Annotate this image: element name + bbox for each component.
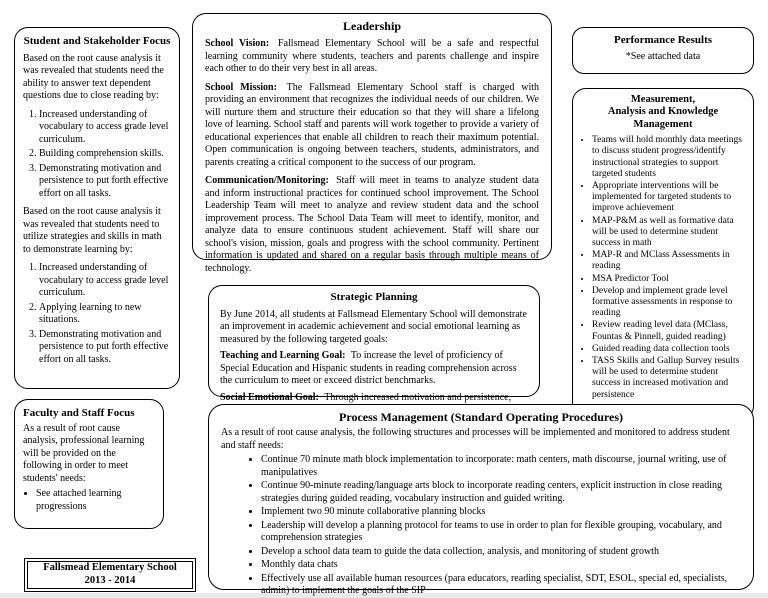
bullet-item: • TASS Skills and Gallup Survey results will be used to determine student success in increased motivation and persistence: [592, 356, 747, 401]
school-years: 2013 - 2014: [84, 575, 136, 586]
measurement-bullet-list: [579, 135, 747, 401]
teaching-learning-goal: [220, 350, 528, 388]
student-stakeholder-focus-box: [14, 27, 180, 389]
list-item: 3. Demonstrating motivation and persistence to put forth effective effort on all tasks.: [39, 329, 171, 367]
goal-label: Social Emotional Goal:: [220, 391, 319, 403]
list-item: 1. Increased understanding of vocabulary to access grade level curriculum.: [39, 262, 171, 300]
bullet-item: • Monthly data chats: [261, 559, 741, 572]
paragraph-text: Fallsmead Elementary School will be a safe and respectful learning community where students, teachers and parents challenge and inspire each other to do their very best in all areas.: [205, 38, 539, 74]
faculty-focus-intro: As a result of root cause analysis, professional learning will be provided on the following in order to meet students' needs:: [23, 422, 145, 484]
goal-label: Teaching and Learning Goal:: [220, 350, 346, 362]
list-item: 1. Increased understanding of vocabulary to access grade level curriculum.: [39, 109, 171, 147]
paragraph-label: School Vision:: [205, 38, 270, 49]
performance-results-note: *See attached data: [625, 50, 701, 62]
box-title: Process Management (Standard Operating Procedures): [339, 410, 623, 424]
box-title: Faculty and Staff Focus: [23, 407, 135, 419]
goal-text: To increase the level of proficiency of Special Education and Hispanic students in reading comprehension across the curriculum to meet or exceed district benchmarks.: [220, 350, 517, 387]
bullet-item: • See attached learning progressions: [36, 488, 155, 513]
bullet-item: • MAP-P&M as well as formative data will be used to determine student success in math: [592, 216, 747, 250]
school-title-banner: [24, 558, 196, 592]
bullet-item: • Review reading level data (MClass, Fountas & Pinnell, guided reading): [592, 320, 747, 342]
bullet-item: • Effectively use all available human resources (para educators, reading specialist, SDT, ESOL, special ed, specialists, admin) to implement the goals of the SIP: [261, 573, 741, 598]
measurement-analysis-box: [572, 88, 754, 420]
bullet-item: • Develop and implement grade level formative assessments in response to reading: [592, 286, 747, 320]
leadership-box: [192, 13, 552, 274]
bullet-item: • Guided reading data collection tools: [592, 344, 747, 355]
list-item: 3. Demonstrating motivation and persistence to put forth effective effort on all tasks.: [39, 163, 171, 201]
bullet-item: • Leadership will develop a planning protocol for teams to use in order to plan for flexible grouping, vocabulary, and comprehension strategies: [261, 520, 741, 545]
bullet-item: • Continue 90-minute reading/language arts block to incorporate reading centers, explicit instruction in close reading strategies during guided reading, vocabulary instruction and guided writing.: [261, 480, 741, 505]
paragraph-label: School Mission:: [205, 81, 277, 93]
leadership-paragraph-mission: [205, 82, 539, 170]
paragraph-text: Staff will meet in teams to analyze student data and inform instructional practices for continued school improvement. The School Leadership Team will meet to analyze and review student data and the school improvement process. The School Data Team will meet to identify, monitor, and analyze data to ensure continuous student achievement. Staff will share our school's vision, mission, goals and progress with the school community. Pertinent information is updated and shared on a regular basis through multiple means of technology.: [205, 175, 539, 274]
goal-text: Through increased motivation and persistence,: [324, 391, 512, 403]
student-focus-list-1: [23, 109, 171, 201]
school-title-inner: [27, 561, 193, 589]
student-focus-list-2: [23, 262, 171, 366]
faculty-focus-bullet-list: [23, 488, 155, 513]
strategic-planning-box: [208, 285, 540, 403]
process-management-intro: As a result of root cause analysis, the following structures and processes will be implemented and monitored to address student and staff needs:: [221, 427, 730, 451]
paragraph-text: The Fallsmead Elementary School staff is charged with providing an environment that recognizes the individual needs of our children. We will nurture them and structure their education so that they will share a lifelong love of learning. School staff and parents will work together to provide a variety of educational experiences that enable all children to reach their maximum potential. Open communication is ongoing between teachers, students, administrators, and parents creating a critical component to the success of our program.: [205, 81, 539, 168]
bullet-item: • Develop a school data team to guide the data collection, analysis, and monitoring of student growth: [261, 546, 741, 559]
list-item: 2. Building comprehension skills.: [39, 148, 171, 161]
bullet-item: • Teams will hold monthly data meetings to discuss student progress/identify instructional strategies to support targeted students: [592, 135, 747, 180]
bullet-item: • Continue 70 minute math block implementation to incorporate: math centers, math discourse, journal writing, use of manipulatives: [261, 454, 741, 479]
strategic-planning-intro: By June 2014, all students at Fallsmead Elementary School will demonstrate an improvement in academic achievement and social emotional learning as measured by the following targeted goals:: [220, 308, 527, 345]
process-management-box: [208, 404, 754, 596]
bullet-item: • MAP-R and MClass Assessments in reading: [592, 250, 747, 272]
school-name: Fallsmead Elementary School: [43, 562, 177, 574]
performance-results-box: [572, 27, 754, 74]
leadership-paragraph-communication: [205, 175, 539, 275]
box-title: Leadership: [342, 19, 401, 33]
bullet-item: • MSA Predictor Tool: [592, 274, 747, 285]
box-title: Performance Results: [613, 34, 713, 46]
faculty-staff-focus-box: [14, 399, 164, 529]
bullet-item: • Appropriate interventions will be implemented for targeted students to improve achievement: [592, 181, 747, 215]
leadership-paragraph-vision: [205, 38, 539, 76]
box-title: Student and Stakeholder Focus: [23, 35, 171, 47]
process-management-bullet-list: [221, 454, 741, 598]
box-title: Measurement, Analysis and Knowledge Management: [607, 94, 719, 130]
bullet-item: • Implement two 90 minute collaborative planning blocks: [261, 506, 741, 519]
student-focus-intro-1: Based on the root cause analysis it was revealed that students need the ability to answer text dependent questions due to close reading by:: [23, 52, 164, 102]
paragraph-label: Communication/Monitoring:: [205, 175, 329, 186]
list-item: 2. Applying learning to new situations.: [39, 302, 171, 327]
box-title: Strategic Planning: [330, 291, 418, 303]
student-focus-intro-2: Based on the root cause analysis it was revealed that students need to utilize strategies and skills in math to demonstrate learning by:: [23, 206, 162, 255]
